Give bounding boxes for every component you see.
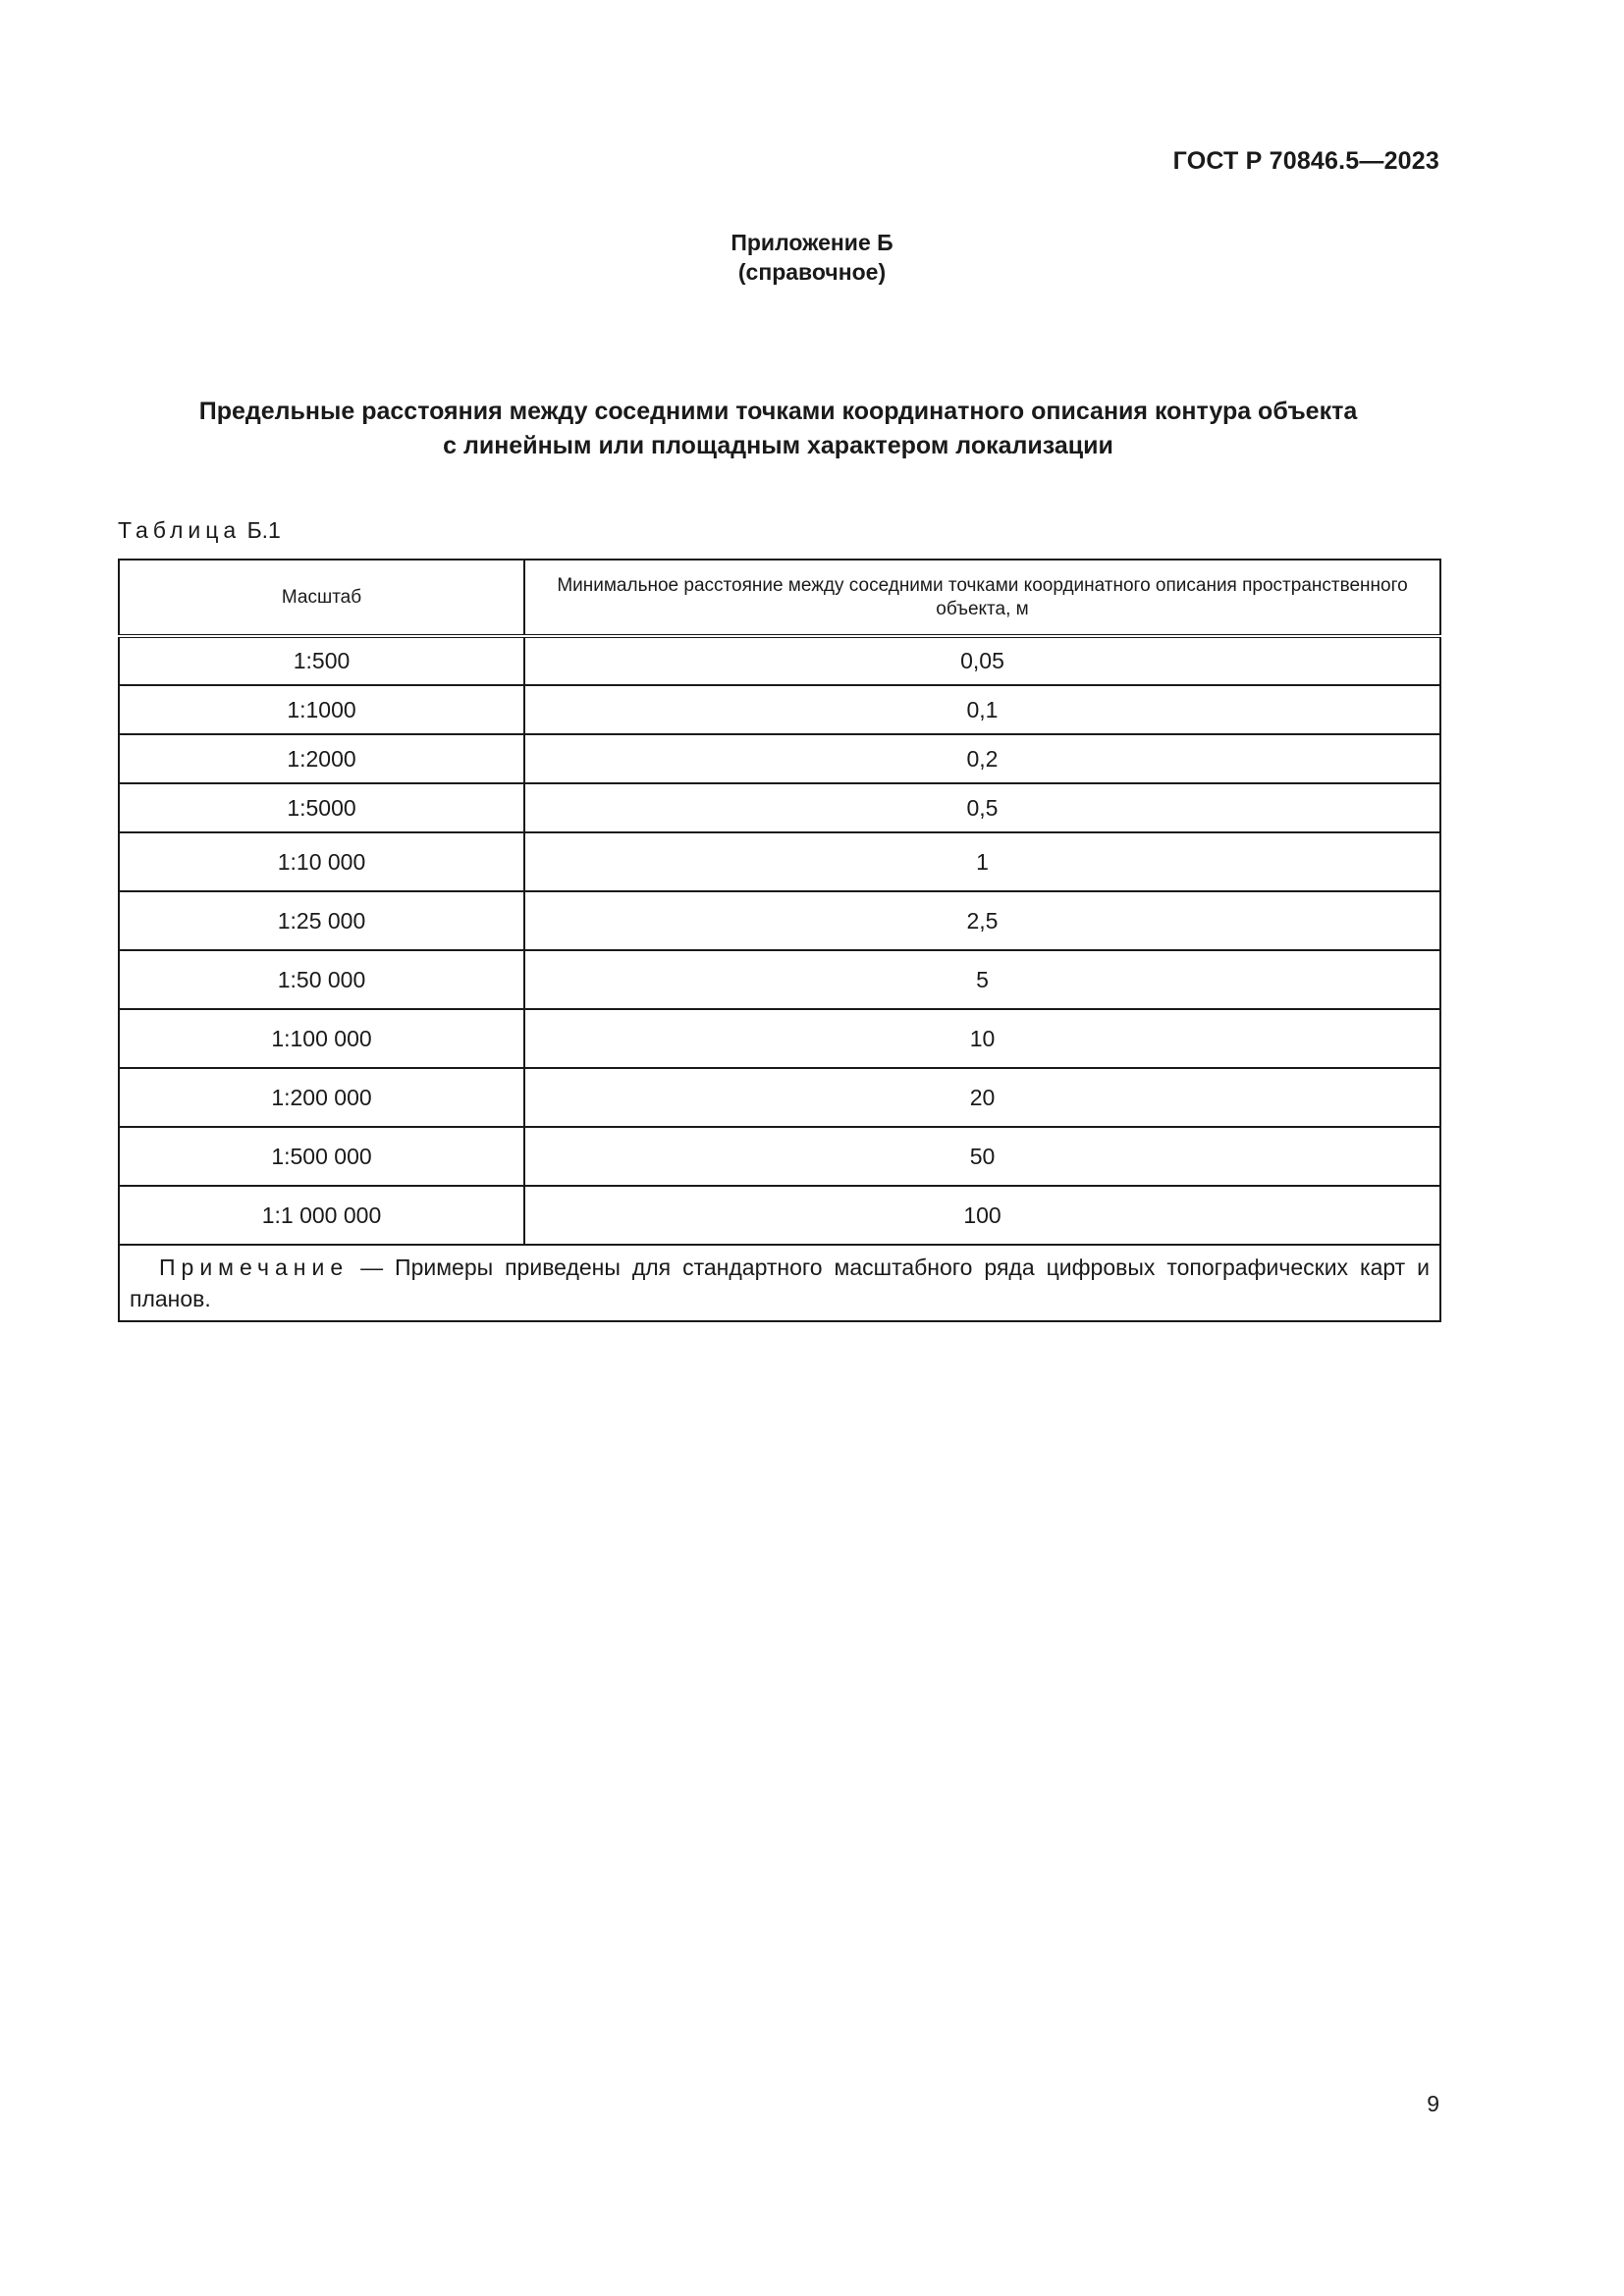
note-text: — Примеры приведены для стандартного масштабного ряда цифровых топографических карт и планов.: [130, 1255, 1430, 1311]
appendix-heading: [0, 228, 1624, 287]
cell-distance: 20: [524, 1068, 1440, 1127]
table-row: [119, 783, 1440, 832]
section-title-line-2: с линейным или площадным характером локализации: [443, 432, 1113, 459]
table-row: [119, 734, 1440, 783]
table-row: [119, 1186, 1440, 1245]
table-row: [119, 891, 1440, 950]
cell-distance: 2,5: [524, 891, 1440, 950]
cell-scale: 1:500 000: [119, 1127, 524, 1186]
table-header-row: [119, 560, 1440, 636]
cell-scale: 1:1 000 000: [119, 1186, 524, 1245]
document-code: ГОСТ Р 70846.5—2023: [1172, 147, 1439, 175]
header-min-distance: Минимальное расстояние между соседними точками координатного описания пространственного объекта, м: [524, 560, 1440, 636]
cell-distance: 0,1: [524, 685, 1440, 734]
cell-distance: 5: [524, 950, 1440, 1009]
table-row: [119, 1068, 1440, 1127]
table-row: [119, 685, 1440, 734]
section-title-line-1: Предельные расстояния между соседними точками координатного описания контура объекта: [198, 398, 1358, 425]
table-row: [119, 1127, 1440, 1186]
cell-distance: 100: [524, 1186, 1440, 1245]
cell-distance: 10: [524, 1009, 1440, 1068]
table-note-row: [119, 1245, 1440, 1321]
cell-scale: 1:2000: [119, 734, 524, 783]
appendix-title: Приложение Б: [731, 230, 893, 255]
cell-distance: 50: [524, 1127, 1440, 1186]
note-prefix: Примечание: [159, 1255, 350, 1280]
cell-scale: 1:5000: [119, 783, 524, 832]
table-note: [119, 1245, 1440, 1321]
cell-scale: 1:10 000: [119, 832, 524, 891]
cell-scale: 1:25 000: [119, 891, 524, 950]
cell-scale: 1:1000: [119, 685, 524, 734]
cell-scale: 1:200 000: [119, 1068, 524, 1127]
header-scale: Масштаб: [119, 560, 524, 636]
cell-distance: 1: [524, 832, 1440, 891]
cell-distance: 0,2: [524, 734, 1440, 783]
table-row: [119, 636, 1440, 685]
cell-distance: 0,05: [524, 636, 1440, 685]
table-label-number: Б.1: [246, 517, 281, 543]
table-row: [119, 950, 1440, 1009]
table-row: [119, 832, 1440, 891]
page-number: 9: [1427, 2091, 1439, 2116]
cell-scale: 1:100 000: [119, 1009, 524, 1068]
table-label: [118, 517, 281, 544]
table-label-word: Таблица: [118, 517, 242, 543]
appendix-type: (справочное): [737, 259, 887, 285]
cell-scale: 1:500: [119, 636, 524, 685]
cell-scale: 1:50 000: [119, 950, 524, 1009]
section-title: [118, 395, 1438, 463]
table-row: [119, 1009, 1440, 1068]
scale-distance-table: [118, 559, 1441, 1322]
cell-distance: 0,5: [524, 783, 1440, 832]
